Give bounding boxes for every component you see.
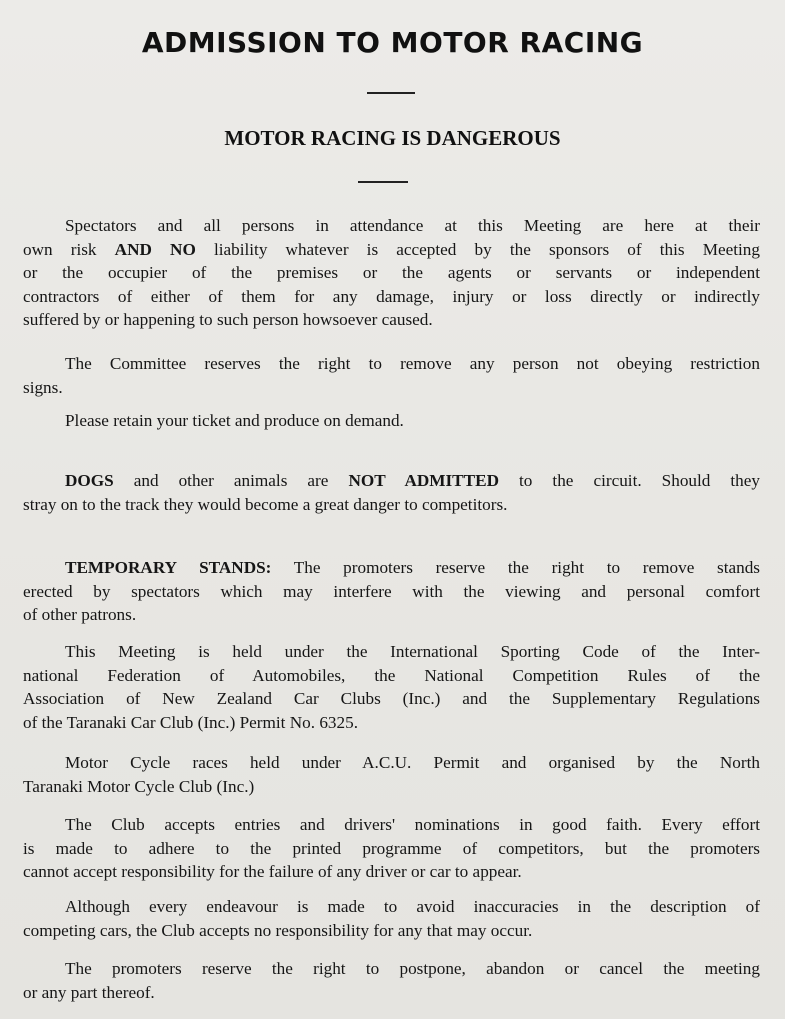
text-line: Although every endeavour is made to avoid inaccuracies in the description of [65,897,760,916]
ticket-paragraph [23,409,760,433]
text-line: TEMPORARY STANDS: The promoters reserve the right to remove stands [65,558,760,577]
entries-paragraph [23,813,760,884]
text-line: The Committee reserves the right to remove any person not obeying restriction [65,354,760,373]
dogs-paragraph [23,469,760,516]
text-line: or the occupier of the premises or the agents or servants or independent [23,263,760,282]
text-line: Taranaki Motor Cycle Club (Inc.) [23,776,255,796]
text-line: contractors of either of them for any damage, injury or loss directly or indirectly [23,286,760,306]
text-line: suffered by or happening to such person howsoever caused. [23,310,433,329]
removal-paragraph [23,352,760,399]
postpone-paragraph [23,957,760,1004]
text-line: or any part thereof. [23,982,155,1002]
text-line: of other patrons. [23,605,137,624]
text-line: cannot accept responsibility for the failure of any driver or car to appear. [23,862,522,881]
stands-paragraph [23,556,760,627]
heading-divider [358,181,408,183]
text-line: This Meeting is held under the International Sporting Code of the Inter- [65,642,760,661]
emphasis-text: AND NO [114,239,196,259]
text-line: The Club accepts entries and drivers' nominations in good faith. Every effort [65,815,760,834]
emphasis-text: DOGS [65,471,114,490]
text-line: is made to adhere to the printed programme of competitors, but the promoters [23,838,760,858]
motorcycle-paragraph [23,751,760,798]
text-line: stray on to the track they would become a great danger to competitors. [23,494,508,514]
text-line: Spectators and all persons in attendance at this Meeting are here at their [65,216,760,235]
text-line: DOGS and other animals are NOT ADMITTED to the circuit. Should they [65,471,760,490]
accuracy-paragraph [23,895,760,942]
text-line: Association of New Zealand Car Clubs (Inc.) and the Supplementary Regulations [23,689,760,708]
text-line: national Federation of Automobiles, the National Competition Rules of the [23,665,760,685]
regulations-paragraph [23,640,760,734]
emphasis-text: NOT ADMITTED [348,471,499,490]
section-heading: MOTOR RACING IS DANGEROUS [224,126,561,150]
liability-paragraph [23,214,760,332]
text-line: signs. [23,377,63,397]
text-line: Please retain your ticket and produce on demand. [65,411,404,430]
text-line: own risk AND NO liability whatever is accepted by the sponsors of this Meeting [23,239,760,259]
text-line: The promoters reserve the right to postpone, abandon or cancel the meeting [65,959,760,978]
emphasis-text: TEMPORARY STANDS: [65,558,272,577]
text-line: competing cars, the Club accepts no responsibility for any that may occur. [23,920,533,940]
text-line: Motor Cycle races held under A.C.U. Permit and organised by the North [65,753,760,772]
text-line: of the Taranaki Car Club (Inc.) Permit No. 6325. [23,712,358,732]
text-line: erected by spectators which may interfere with the viewing and personal comfort [23,581,760,601]
title-divider [367,92,415,94]
page-title: ADMISSION TO MOTOR RACING [141,26,644,59]
